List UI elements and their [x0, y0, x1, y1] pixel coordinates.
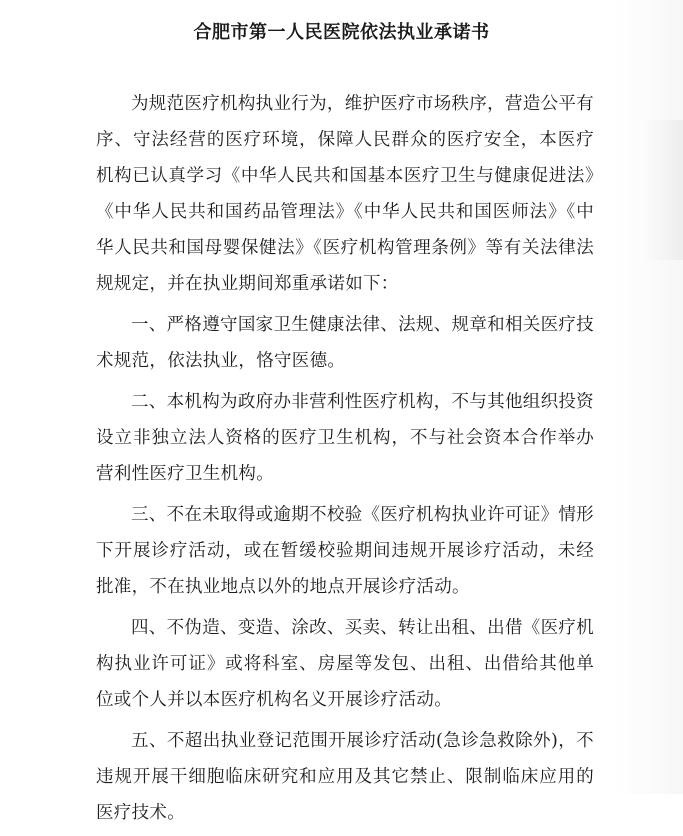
- commitment-item-4: 四、不伪造、变造、涂改、买卖、转让出租、出借《医疗机构执业许可证》或将科室、房屋等发包、出租、出借给其他单位或个人并以本医疗机构名义开展诊疗活动。: [96, 618, 594, 710]
- commitment-item-5: 五、不超出执业登记范围开展诊疗活动(急诊急救除外)，不违规开展干细胞临床研究和应用及其它禁止、限制临床应用的医疗技术。: [96, 731, 594, 823]
- commitment-item-1: 一、严格遵守国家卫生健康法律、法规、规章和相关医疗技术规范，依法执业，恪守医德。: [96, 315, 594, 371]
- commitment-item-3: 三、不在未取得或逾期不校验《医疗机构执业许可证》情形下开展诊疗活动，或在暂缓校验期间违规开展诊疗活动，未经批准，不在执业地点以外的地点开展诊疗活动。: [96, 505, 594, 597]
- scan-shadow: [643, 120, 683, 260]
- commitment-item-2: 二、本机构为政府办非营利性医疗机构，不与其他组织投资设立非独立法人资格的医疗卫生机构，不与社会资本合作举办营利性医疗卫生机构。: [96, 392, 594, 484]
- document-body: [96, 86, 594, 836]
- intro-paragraph: 为规范医疗机构执业行为，维护医疗市场秩序，营造公平有序、守法经营的医疗环境，保障人民群众的医疗安全，本医疗机构已认真学习《中华人民共和国基本医疗卫生与健康促进法》《中华人民共和国药品管理法》《中华人民共和国医师法》《中华人民共和国母婴保健法》《医疗机构管理条例》等有关法律法规规定，并在执业期间郑重承诺如下：: [96, 94, 594, 294]
- document-title: 合肥市第一人民医院依法执业承诺书: [193, 22, 490, 43]
